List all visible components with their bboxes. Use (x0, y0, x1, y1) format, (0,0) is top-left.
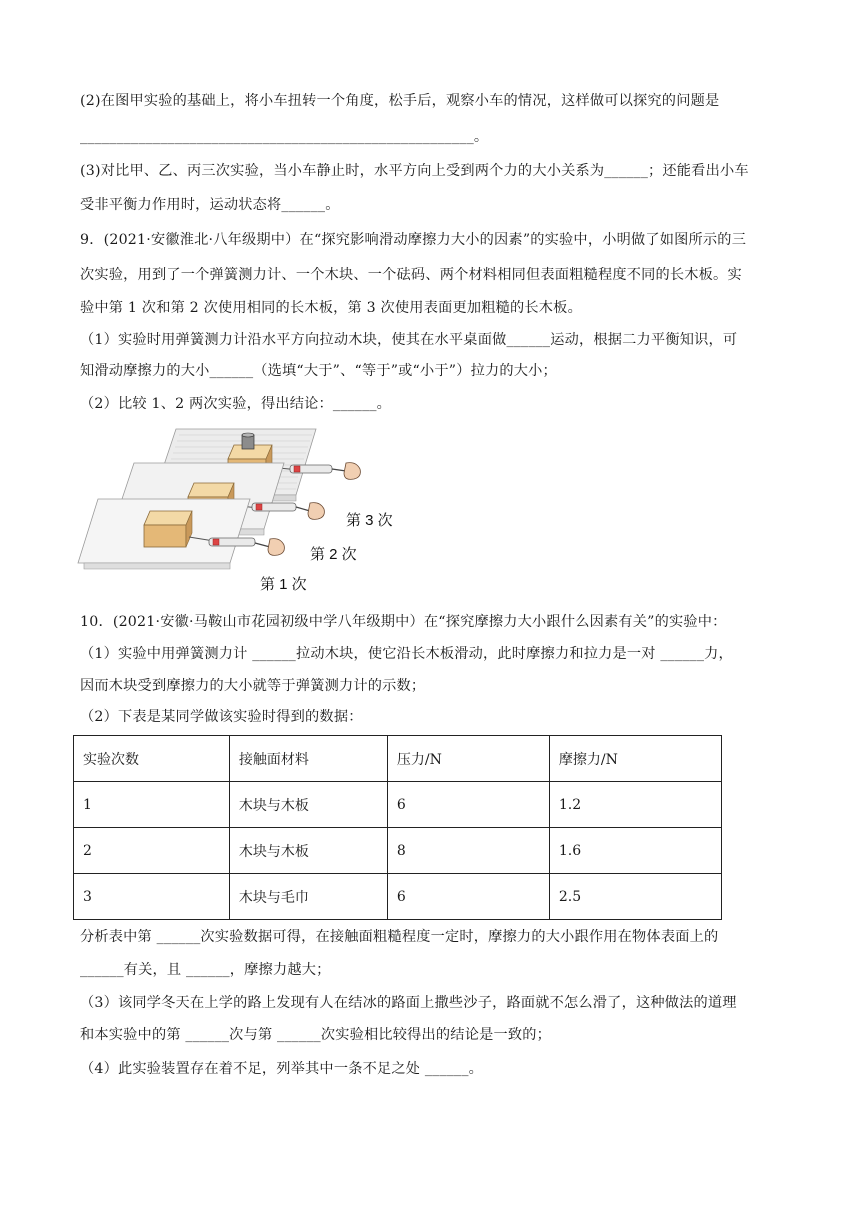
label-trial-2: 第 2 次 (310, 546, 357, 563)
q8-part2-blank: ______________________________________________________。 (80, 129, 489, 145)
q10-part1-cont: 因而木块受到摩擦力的大小就等于弹簧测力计的示数； (80, 678, 426, 694)
table-cell: 木块与木板 (229, 828, 387, 874)
q10-analysis-cont: ______有关，且 ______，摩擦力越大； (80, 962, 331, 978)
table-cell: 木块与毛巾 (229, 874, 387, 920)
table-cell: 2.5 (549, 874, 721, 920)
q9-stem: 9．(2021·安徽淮北·八年级期中）在“探究影响滑动摩擦力大小的因素”的实验中，小明做了如图所示的三 (80, 232, 747, 248)
table-header-row (74, 736, 722, 782)
q8-part2-text: (2)在图甲实验的基础上，将小车扭转一个角度，松手后，观察小车的情况，这样做可以探究的问题是 (80, 93, 720, 109)
table-row (74, 782, 722, 828)
header-cell: 接触面材料 (229, 736, 387, 782)
table-row (74, 874, 722, 920)
table-cell: 2 (74, 828, 230, 874)
q10-part2: （2）下表是某同学做该实验时得到的数据： (80, 709, 363, 725)
table-cell: 1.2 (549, 782, 721, 828)
q9-stem-cont1: 次实验，用到了一个弹簧测力计、一个木块、一个砝码、两个材料相同但表面粗糙程度不同的长木板。实 (80, 267, 742, 283)
table-cell: 1 (74, 782, 230, 828)
q10-analysis: 分析表中第 ______次实验数据可得，在接触面粗糙程度一定时，摩擦力的大小跟作用在物体表面上的 (80, 929, 719, 945)
q9-part2: （2）比较 1、2 两次实验，得出结论：______。 (80, 396, 392, 412)
label-trial-1: 第 1 次 (260, 576, 307, 593)
header-cell: 实验次数 (74, 736, 230, 782)
q10-part4: （4）此实验装置存在着不足，列举其中一条不足之处 ______。 (80, 1061, 484, 1077)
table-cell: 3 (74, 874, 230, 920)
table-cell: 木块与木板 (229, 782, 387, 828)
label-trial-3: 第 3 次 (346, 512, 393, 529)
q8-part3-text-cont: 受非平衡力作用时，运动状态将______。 (80, 197, 340, 213)
table-cell: 1.6 (549, 828, 721, 874)
q10-part3: （3）该同学冬天在上学的路上发现有人在结冰的路面上撒些沙子，路面就不怎么滑了，这种做法的道理 (80, 995, 737, 1011)
q10-stem: 10．(2021·安徽·马鞍山市花园初级中学八年级期中）在“探究摩擦力大小跟什么因素有关”的实验中： (80, 614, 727, 630)
friction-experiment-figure (84, 425, 393, 595)
table-cell: 6 (387, 782, 549, 828)
table-cell: 8 (387, 828, 549, 874)
header-cell: 压力/N (387, 736, 549, 782)
q10-part3-cont: 和本实验中的第 ______次与第 ______次实验相比较得出的结论是一致的； (80, 1027, 552, 1043)
q10-part1: （1）实验中用弹簧测力计 ______拉动木块，使它沿长木板滑动，此时摩擦力和拉力是一对 ______力， (80, 646, 733, 662)
q8-part3-text: (3)对比甲、乙、丙三次实验，当小车静止时，水平方向上受到两个力的大小关系为______；还能看出小车 (80, 163, 749, 179)
friction-data-table (73, 735, 722, 920)
header-cell: 摩擦力/N (549, 736, 721, 782)
q9-stem-cont2: 验中第 1 次和第 2 次使用相同的长木板，第 3 次使用表面更加粗糙的长木板。 (80, 300, 582, 316)
table-cell: 6 (387, 874, 549, 920)
q9-part1: （1）实验时用弹簧测力计沿水平方向拉动木块，使其在水平桌面做______运动，根据二力平衡知识，可 (80, 332, 738, 348)
table-row (74, 828, 722, 874)
q9-part1-cont: 知滑动摩擦力的大小______（选填“大于”、“等于”或“小于”）拉力的大小； (80, 363, 557, 379)
